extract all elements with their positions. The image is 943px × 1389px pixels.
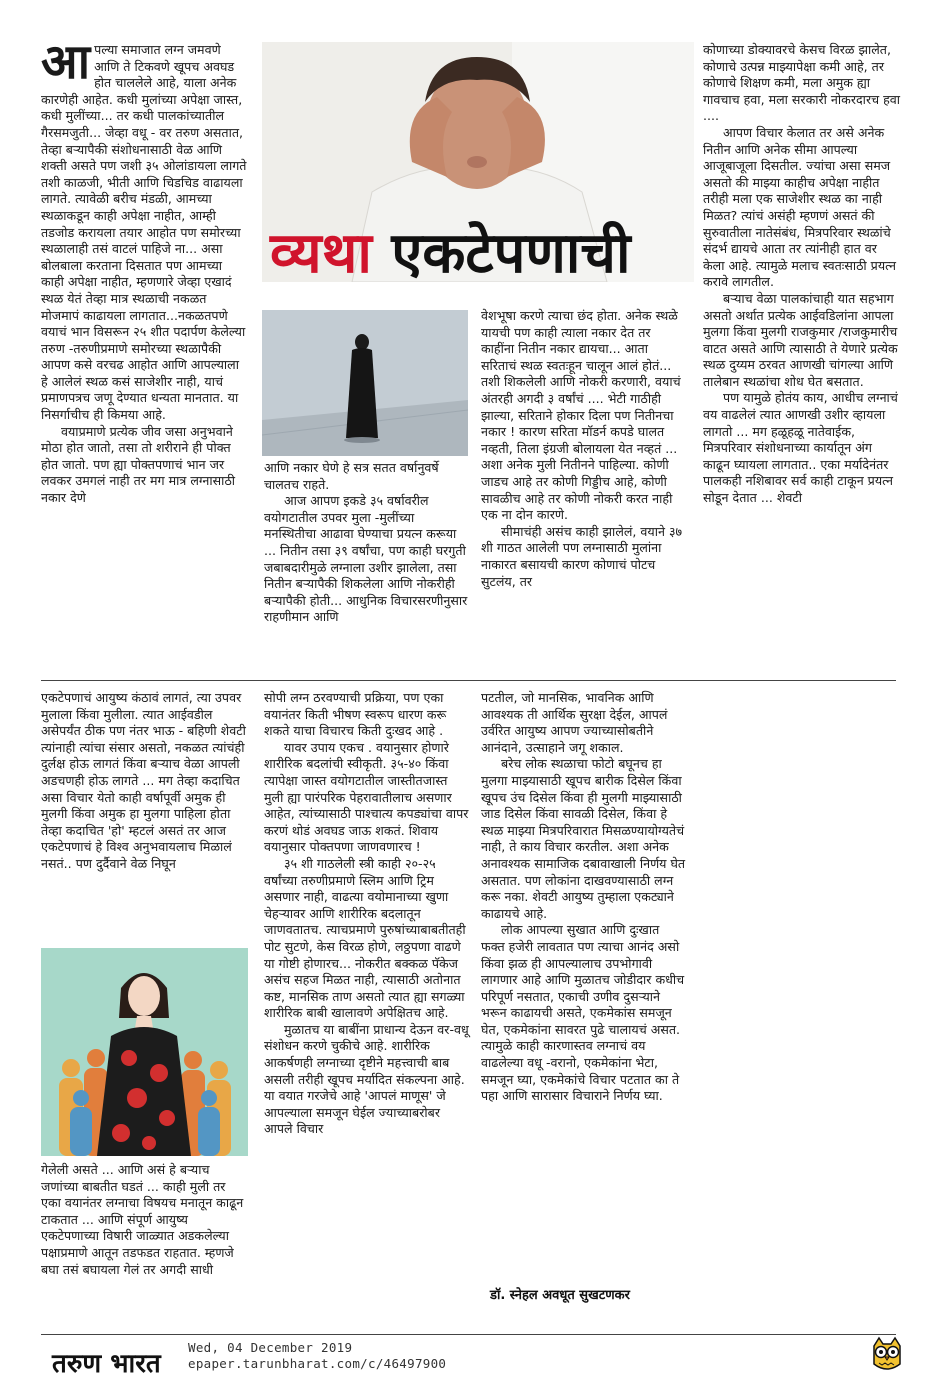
article-column-3-top	[481, 308, 686, 590]
b-col2-para-1: सोपी लग्न ठरवण्याची प्रक्रिया, पण एका वयानंतर किती भीषण स्वरूप धारण करू शकते याचा विचारच किती दुःखद आहे .	[264, 690, 447, 739]
author-byline: डॉ. स्नेहल अवधूत सुखटणकर	[490, 1288, 630, 1303]
owl-icon	[870, 1336, 904, 1372]
col4-para-1: कोणाच्या डोक्यावरचे केसच विरळ झालेत, कोणाचे उत्पन्न माझ्यापेक्षा कमी आहे, तर कोणाचे शिक्षण कमी, मला अमुक ह्या गावचाच हवा, मला सरकारी नोकरदारच हवा ....	[703, 42, 901, 124]
col4-para-4: पण यामुळे होतंय काय, आधीच लग्नाचं वय वाढलेलं त्यात आणखी उशीर व्हायला लागतो ... मग हळूहळू नातेवाईक, मित्रपरिवार संशोधनाच्या कार्यातून अंग काढून घ्यायला लागतात.. एका मर्यादेनंतर पालकही नशिबावर सर्व काही टाकून प्रयत्न सोडून देतात ... शेवटी	[703, 390, 898, 506]
headline-part-2: एकटेपणाची	[391, 221, 631, 286]
section-divider	[41, 680, 896, 681]
bottom-column-1-bottom	[41, 1162, 247, 1278]
article-column-4	[703, 42, 901, 507]
b-col3-para-1: पटतील, जो मानसिक, भावनिक आणि आवश्यक ती आर्थिक सुरक्षा देईल, आपलं उर्वरित आयुष्य आपण ज्याच्यासोबतीने आनंदाने, उत्साहाने जगू शकाल.	[481, 690, 668, 755]
col3-para-2: सीमाचंही असंच काही झालेलं, वयाने ३७ शी गाठत आलेली पण लग्नासाठी मुलांना नाकारत बसायची कारण कोणाचं पोटच सुटलंय, तर	[481, 523, 683, 589]
col3-para-1: वेशभूषा करणे त्याचा छंद होता. अनेक स्थळे यायची पण काही त्याला नकार देत तर काहींना नितीन नकार द्यायचा... आता सरिताचं स्थळ स्वतःहून चालून आलं होतं... तशी शिकलेली आणि नोकरी करणारी, वयाचं अंतरही अगदी ३ वर्षांचं .... भेटी गाठीही झाल्या, सरिताने होकार दिला पण नितीनचा नकार ! कारण सरिता मॉडर्न कपडे घालत नव्हती, तिला इंग्रजी बोलायला येत नव्हतं ... अशा अनेक मुली नितीनने पाहिल्या. कोणी जाडच आहे तर कोणी गिड्डीच आहे, कोणी सावळीच आहे तर कोणी नोकरी करत नाही एक ना दोन कारणे.	[481, 308, 681, 523]
photo-woman-standing-alone	[262, 310, 468, 456]
col2-para-2: आज आपण इकडे ३५ वर्षावरील वयोगटातील उपवर मुला -मुलींच्या मनस्थितीचा आढावा घेण्याचा प्रयत्न करूया ... नितीन तसा ३९ वर्षांचा, पण काही घरगुती जबाबदारीमुळे लग्नाला उशीर झालेला, तसा नितीन बऱ्यापैकी शिकलेला आणि नोकरीही बऱ्यापैकी होती... आधुनिक विचारसरणीनुसार राहणीमान आणि	[264, 493, 468, 625]
headline	[270, 222, 690, 286]
b-col1-bottom-text: गेलेली असते ... आणि असं हे बऱ्याच जणांच्या बाबतीत घडतं ... काही मुली तर एका वयानंतर लग्नाचा विषयच मनातून काढून टाकतात ... आणि संपूर्ण आयुष्य एकटेपणाच्या विषारी जाळ्यात अडकलेल्या पक्षाप्रमाणे आतून तडफडत राहतात. म्हणजे बघा तसं बघायला गेलं तर अगदी साधी	[41, 1162, 244, 1277]
edition-date: Wed, 04 December 2019	[188, 1340, 353, 1355]
article-column-2-top	[264, 460, 469, 626]
headline-part-1: व्यथा	[270, 221, 372, 286]
col4-para-2: आपण विचार केलात तर असे अनेक नितीन आणि अनेक सीमा आपल्या आजूबाजूला दिसतील. ज्यांचा असा समज असतो की माझ्या काहीच अपेक्षा नाहीत तरीही मला एक साजेशीर स्थळ का नाही मिळत? त्यांचं असंही म्हणणं असतं की सुरुवातीला नातेसंबंध, मित्रपरिवार स्थळांचे संदर्भ द्यायचे आता तर त्यांनीही हात वर केला आहे. त्यामुळे मलाच स्वतःसाठी प्रयत्न करावे लागतील.	[703, 124, 897, 290]
epaper-url[interactable]: epaper.tarunbharat.com/c/46497900	[188, 1356, 447, 1371]
article-column-1	[41, 34, 247, 507]
b-col2-para-4: मुळातच या बाबींना प्राधान्य देऊन वर-वधू संशोधन करणे चुकीचे आहे. शारीरिक आकर्षणही लग्नाच्या दृष्टीने महत्त्वाची बाब असली तरीही खूपच मर्यादित संकल्पना आहे. या वयात गरजेचे आहे 'आपलं माणूस' जे आपल्याला समजून घेईल ज्याच्याबरोबर आपले विचार	[264, 1021, 469, 1137]
bottom-column-3	[481, 690, 686, 1105]
b-col1-top-text: एकटेपणाचं आयुष्य कंठावं लागतं, त्या उपवर मुलाला किंवा मुलीला. त्यात आईवडील असेपर्यंत ठीक पण नंतर भाऊ - बहिणी शेवटी त्यांनाही त्यांचा संसार असतो, नकळत त्यांचंही दुर्लक्ष होऊ लागतं किंवा बऱ्याच वेळा आपली अडचणही होऊ लागते ... मग तेव्हा कदाचित असा विचार येतो काही वर्षापूर्वी अमुक ही मुलगी किंवा अमुक हा मुलगा पाहिला होता तेव्हा कदाचित 'हो' म्हटलं असतं तर आज एकटेपणाचं हे विश्व अनुभवायलाच मिळालं नसतं.. पण दुर्दैवाने वेळ निघून	[41, 690, 246, 871]
footer-divider	[41, 1334, 896, 1335]
bottom-column-2	[264, 690, 469, 1138]
bottom-column-1-top	[41, 690, 247, 873]
b-col2-para-2: यावर उपाय एकच . वयानुसार होणारे शारीरिक बदलांची स्वीकृती. ३५-४० किंवा त्यापेक्षा जास्त वयोगटातील जास्तीतजास्त मुली ह्या पारंपरिक पेहरावातीलाच असणार आहेत, त्यांच्यासाठी पाश्चात्य कपड्यांचा वापर करणं थोडं अवघड जाऊ शकतं. शिवाय वयानुसार पोक्तपणा जाणवणारच !	[264, 739, 469, 855]
col1-para-2: वयाप्रमाणे प्रत्येक जीव जसा अनुभवाने मोठा होत जातो, तसा तो शरीराने ही पोक्त होत जातो. पण ह्या पोक्तपणाचं भान जर लवकर उमगलं नाही तर मग मात्र लग्नासाठी नकार देणे	[41, 423, 236, 506]
drop-cap: आ	[41, 34, 91, 90]
b-col3-para-2: बरेच लोक स्थळाचा फोटो बघूनच हा मुलगा माझ्यासाठी खूपच बारीक दिसेल किंवा खूपच उंच दिसेल किंवा ही मुलगी माझ्यासाठी जाड दिसेल किंवा सावळी दिसेल, किंवा हे स्थळ माझ्या मित्रपरिवारात मिसळण्यायोग्यतेचं नाही, ते काय विचार करतील. अशा अनेक अनावश्यक सामाजिक दबावाखाली निर्णय घेत असतात. पण लोकांना दाखवण्यासाठी लग्न करू नका. शेवटी आयुष्य तुम्हाला एकट्याने काढायचे आहे.	[481, 756, 686, 921]
illustration-lonely-woman	[41, 948, 248, 1156]
b-col2-para-3: ३५ शी गाठलेली स्त्री काही २०-२५ वर्षांच्या तरुणीप्रमाणे स्लिम आणि ट्रिम असणार नाही, वाढत्या वयोमानाच्या खुणा चेहऱ्यावर आणि शारीरिक बदलातून जाणवतातच. त्याचप्रमाणे पुरुषांच्याबाबतीतही पोट सुटणे, केस विरळ होणे, लठ्ठपणा वाढणे या गोष्टी होणारच... नोकरीत बक्कळ पॅकेज असंच सहज मिळत नाही, त्यासाठी अतोनात कष्ट, मानसिक ताण असतो त्यात ह्या सगळ्या शारीरिक बाबी खालावणे अपेक्षितच आहे.	[264, 855, 466, 1021]
col1-first-line: पल्या समाजात लग्न जमवणे	[94, 42, 221, 57]
col1-para-1: आणि ते टिकवणे खूपच अवघड होत चाललेले आहे, याला अनेक कारणेही आहेत. कधी मुलांच्या अपेक्षा जास्त, कधी मुलींच्या... तर कधी पालकांच्यातील गैरसमजुती... जेव्हा वधू - वर तरुण असतात, तेव्हा बऱ्यापैकी संशोधनासाठी वेळ आणि शक्ती असते पण जशी ३५ ओलांडायला लागते तशी काळजी, भीती आणि चिडचिड वाढायला लागते. त्यावेळी बरीच मंडळी, आमच्या स्थळाकडून काही अपेक्षा नाहीत, आम्ही तडजोड करायला तयार आहोत पण समोरच्या स्थळालाही तसं वाटलं पाहिजे ना... असा बोलबाला करताना दिसतात पण आमच्या काही अपेक्षा नाहीत, म्हणणारे जेव्हा एखादं स्थळ येतं तेव्हा मात्र स्थळाची नकळत मोजमापं काढायला लागतात...नकळतपणे वयाचं भान विसरून २५ शीत पदार्पण केलेल्या तरुण -तरुणीप्रमाणे समोरच्या स्थळापैकी आपण कसे वरचढ आहोत आणि आपल्याला हे आलेलं स्थळ कसं साजेशीर नाही, याचं प्रमाणपत्रच जणू देण्यात धन्यता मानतात. या निसर्गाचीच ही किमया आहे.	[41, 58, 247, 423]
col4-para-3: बऱ्याच वेळा पालकांचाही यात सहभाग असतो अर्थात प्रत्येक आईवडिलांना आपला मुलगा किंवा मुलगी राजकुमार /राजकुमारीच वाटत असते आणि त्यासाठी ते येणारे प्रत्येक स्थळ दुय्यम ठरवत आणखी चांगल्या आणि तालेबान स्थळांचा शोध घेत बसतात.	[703, 290, 898, 389]
col2-para-1: आणि नकार घेणे हे सत्र सतत वर्षानुवर्षे चालतच राहते.	[264, 460, 439, 492]
newspaper-logo: तरुण भारत	[52, 1349, 161, 1379]
b-col3-para-3: लोक आपल्या सुखात आणि दुःखात फक्त हजेरी लावतात पण त्याचा आनंद असो किंवा झळ ही आपल्यालाच उपभोगावी लागणार आहे आणि मुळातच जोडीदार कधीच परिपूर्ण नसतात, एकाची उणीव दुसऱ्याने भरून काढायची असते, एकमेकांस समजून घेत, एकमेकांना सावरत पुढे चालायचं असत. त्यामुळे काही कारणास्तव लग्नाचं वय वाढलेल्या वधू -वरानो, एकमेकांना भेटा, समजून घ्या, एकमेकांचे विचार पटतात का ते पहा आणि सारासार विचाराने निर्णय घ्या.	[481, 922, 685, 1104]
